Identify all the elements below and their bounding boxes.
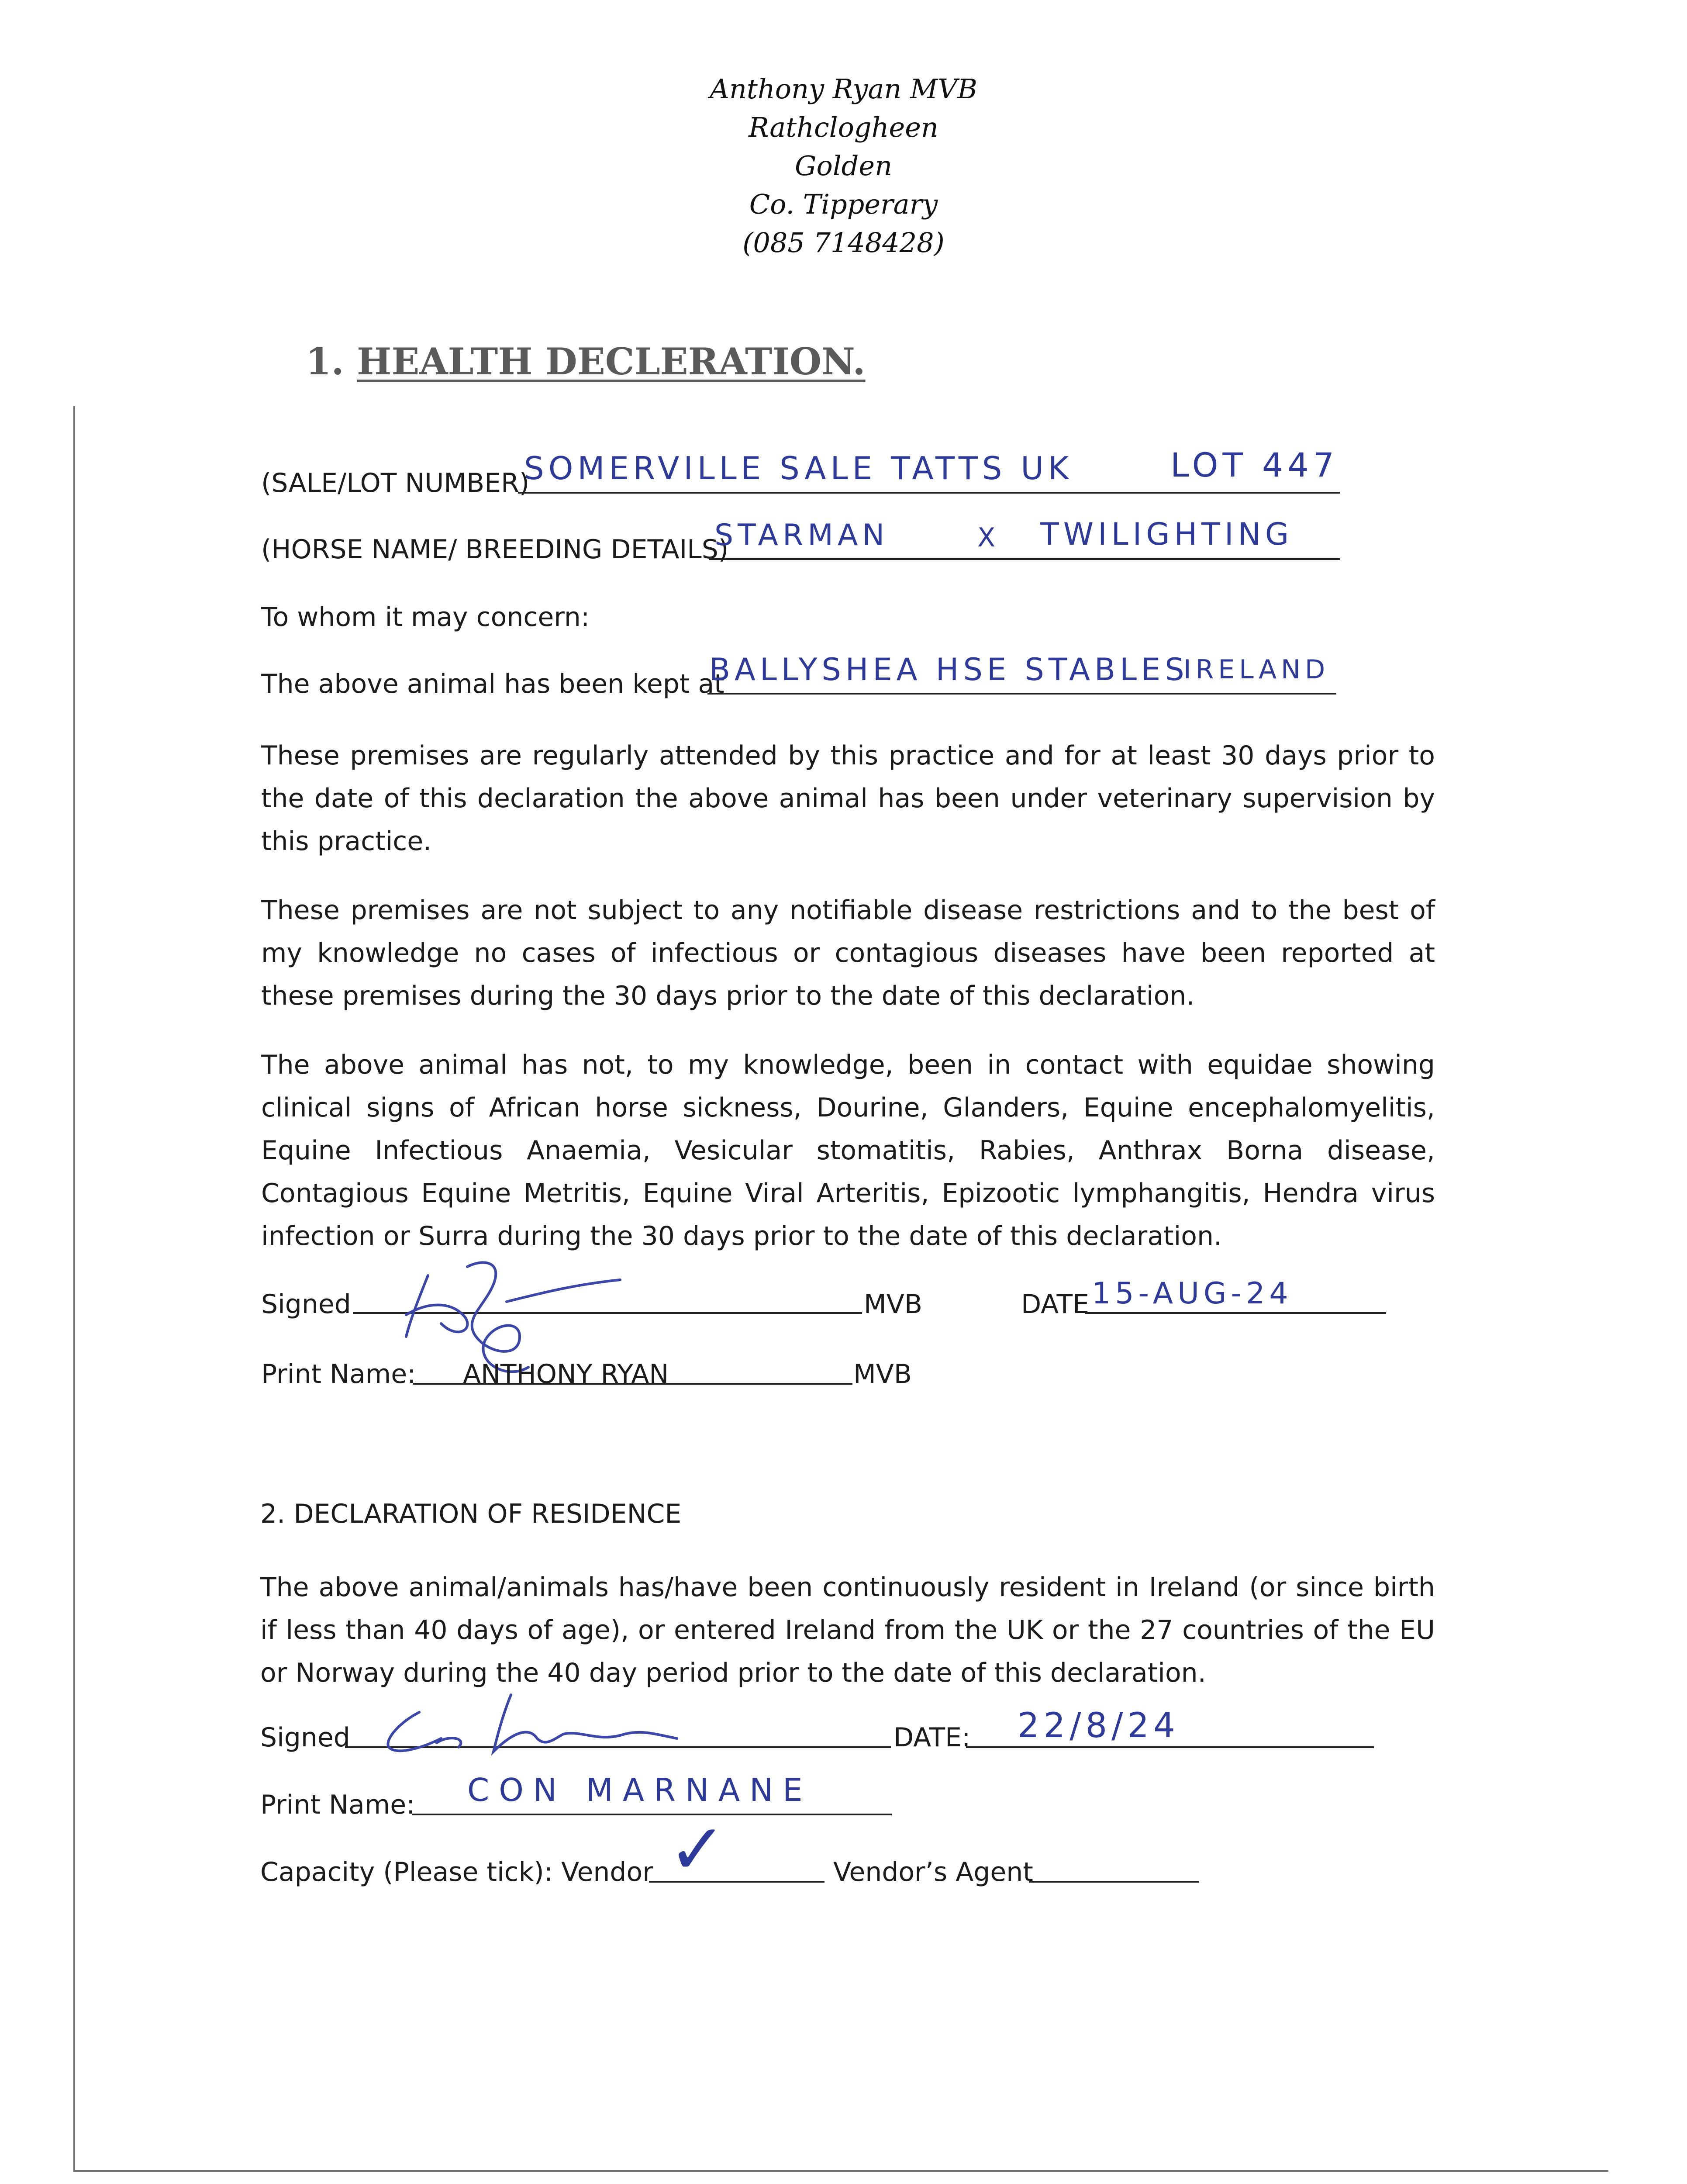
- vet-print-value: ANTHONY RYAN: [463, 1359, 669, 1389]
- vendor-print-line: [412, 1814, 892, 1815]
- vendor-print-label: Print Name:: [260, 1790, 415, 1820]
- horse-details-label: (HORSE NAME/ BREEDING DETAILS): [261, 534, 729, 565]
- vendor-print-value: CON MARNANE: [467, 1772, 812, 1808]
- kept-at-value: BALLYSHEA HSE STABLES: [709, 652, 1189, 688]
- address-line-2: Golden: [795, 150, 892, 182]
- restrictions-paragraph: These premises are not subject to any notifiable disease restrictions and to the best of my knowledge no cases of infectious or contagious diseases have been reported at these premises during the 30 days prior to the date of this declaration.: [261, 895, 1435, 1011]
- capacity-label: Capacity (Please tick): Vendor: [260, 1857, 653, 1887]
- vet-print-label: Print Name:: [261, 1359, 416, 1389]
- vendor-date-value: 22/8/24: [1018, 1706, 1180, 1745]
- horse-details-line: [709, 558, 1340, 560]
- scan-edge-bottom: [73, 2170, 1608, 2172]
- horse-cross-value: X: [977, 522, 1000, 553]
- vet-signed-label: Signed: [261, 1289, 351, 1320]
- supervision-paragraph: These premises are regularly attended by this practice and for at least 30 days prior to the date of this declaration the above animal has been under veterinary supervision by this practice.: [261, 740, 1435, 857]
- address-line-1: Rathclogheen: [749, 111, 938, 143]
- vet-signed-mvb: MVB: [864, 1289, 922, 1320]
- residence-heading: 2. DECLARATION OF RESIDENCE: [260, 1499, 682, 1529]
- vet-name: Anthony Ryan MVB: [710, 73, 977, 105]
- kept-at-country-value: IRELAND: [1183, 654, 1330, 685]
- vendor-agent-line: [1029, 1881, 1199, 1883]
- heading-number: 1.: [306, 340, 344, 383]
- health-declaration-heading: [306, 340, 866, 383]
- address-county: Co. Tipperary: [749, 188, 938, 220]
- horse-sire-value: STARMAN: [714, 518, 889, 553]
- vendor-date-line: [966, 1746, 1374, 1748]
- vendor-tick-mark: ✓: [668, 1808, 727, 1890]
- sale-lot-value: SOMERVILLE SALE TATTS UK: [524, 450, 1073, 487]
- vet-date-line: [1085, 1312, 1386, 1314]
- residence-paragraph: The above animal/animals has/have been continuously resident in Ireland (or since birth if less than 40 days of age), or entered Ireland from the UK or the 27 countries of the EU or Norway during the 40 day period prior to the date of this declaration.: [260, 1572, 1435, 1688]
- kept-at-line: [707, 693, 1336, 695]
- vendor-signed-label: Signed: [260, 1722, 350, 1753]
- phone-number: (085 7148428): [742, 227, 945, 259]
- lot-number-value: LOT 447: [1170, 446, 1339, 484]
- vet-date-label: DATE: [1021, 1289, 1090, 1320]
- sale-lot-line: [518, 492, 1340, 494]
- heading-title: HEALTH DECLERATION.: [356, 340, 866, 383]
- vet-print-mvb: MVB: [853, 1359, 912, 1389]
- vet-date-value: 15-AUG-24: [1092, 1276, 1293, 1311]
- vendor-agent-label: Vendor’s Agent: [833, 1857, 1033, 1887]
- scan-edge-left: [73, 406, 75, 2171]
- vendor-date-label: DATE:: [894, 1722, 971, 1753]
- vendor-signature: [371, 1686, 703, 1760]
- kept-at-label: The above animal has been kept at: [261, 669, 724, 699]
- disease-contact-paragraph: The above animal has not, to my knowledge, been in contact with equidae showing clinical signs of African horse sickness, Dourine, Glanders, Equine encephalomyelitis, Equine Infectious Anaemia, Vesicular stomatitis, Rabies, Anthrax Borna disease, Contagious Equine Metritis, Equine Viral Arteritis, Epizootic lymphangitis, Hendra virus infection or Surra during the 30 days prior to the date of this declaration.: [261, 1050, 1435, 1251]
- horse-dam-value: TWILIGHTING: [1040, 516, 1294, 552]
- letterhead: [0, 70, 1687, 262]
- sale-lot-label: (SALE/LOT NUMBER): [261, 468, 530, 498]
- salutation: To whom it may concern:: [261, 602, 590, 632]
